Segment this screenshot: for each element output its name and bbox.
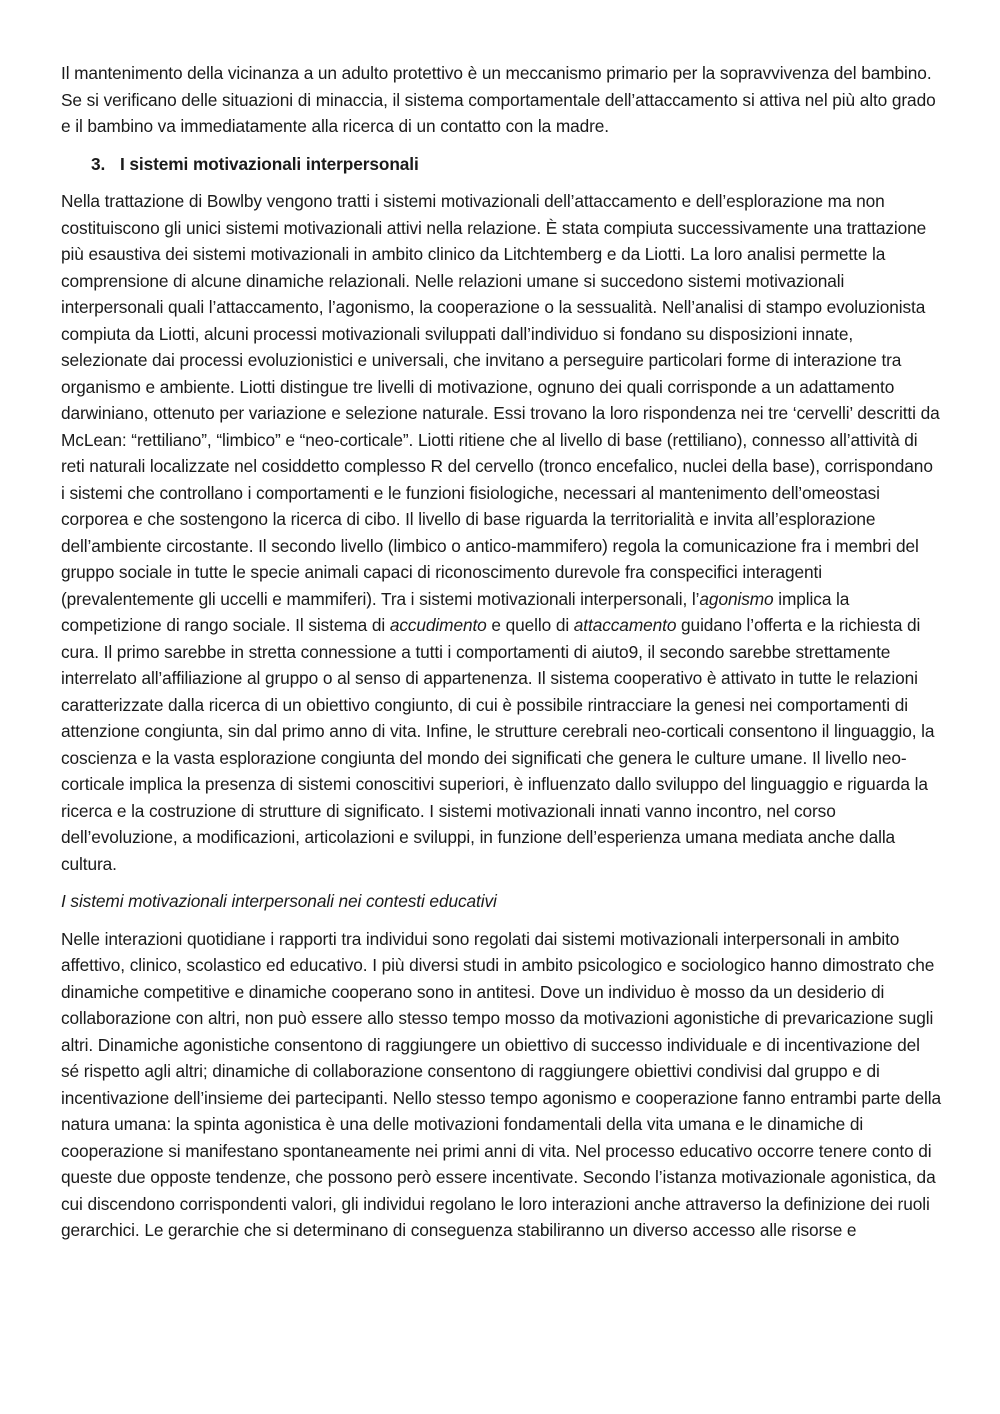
section-heading bbox=[61, 151, 941, 178]
paragraph-motivational-systems bbox=[61, 188, 941, 877]
paragraph-educational-contexts: Nelle interazioni quotidiane i rapporti tra individui sono regolati dai sistemi motivazionali interpersonali in ambito affettivo, clinico, scolastico ed educativo. I più diversi studi in ambito psicologico e sociologico hanno dimostrato che dinamiche competitive e dinamiche cooperano sono in antitesi. Dove un individuo è mosso da un desiderio di collaborazione con altri, non può essere allo stesso tempo mosso da motivazioni agonistiche di prevaricazione sugli altri. Dinamiche agonistiche consentono di raggiungere un obiettivo di successo individuale e di incentivazione del sé rispetto agli altri; dinamiche di collaborazione consentono di raggiungere obiettivi condivisi dal gruppo e di incentivazione dell’insieme dei partecipanti. Nello stesso tempo agonismo e cooperazione fanno entrambi parte della natura umana: la spinta agonistica è una delle motivazioni fondamentali della vita umana e le dinamiche di cooperazione si manifestano spontaneamente nei primi anni di vita. Nel processo educativo occorre tenere conto di queste due opposte tendenze, che possono però essere incentivate. Secondo l’istanza motivazionale agonistica, da cui discendono corrispondenti valori, gli individui regolano le loro interazioni anche attraverso la definizione dei ruoli gerarchici. Le gerarchie che si determinano di conseguenza stabiliranno un diverso accesso alle risorse e bbox=[61, 928, 941, 1240]
emphasis-attaccamento: attaccamento bbox=[573, 615, 677, 635]
paragraph-text: e quello di bbox=[486, 615, 574, 635]
paragraph-text: guidano l’offerta e la richiesta di cura. Il primo sarebbe in stretta connessione a tutti i comportamenti di aiuto9, il secondo sarebbe strettamente interrelato all’affiliazione al gruppo o al senso di appartenenza. Il sistema cooperativo è attivato in tutte le relazioni caratterizzate dalla ricerca di un obiettivo congiunto, di cui è possibile rintracciare la genesi nei comportamenti di attenzione congiunta, sin dal primo anno di vita. Infine, le strutture cerebrali neo-corticali consentono il linguaggio, la coscienza e la vasta esplorazione congiunta del mondo dei significati che genera le culture umane. Il livello neo-corticale implica la presenza di sistemi conoscitivi superiori, è influenzato dallo sviluppo del linguaggio e riguarda la ricerca e la costruzione di strutture di significato. I sistemi motivazionali innati vanno incontro, nel corso dell’evoluzione, a modificazioni, articolazioni e sviluppi, in funzione dell’esperienza umana mediata anche dalla cultura. bbox=[61, 615, 935, 874]
emphasis-accudimento: accudimento bbox=[389, 615, 487, 635]
emphasis-agonismo: agonismo bbox=[699, 588, 774, 609]
subsection-heading: I sistemi motivazionali interpersonali nei contesti educativi bbox=[61, 891, 497, 911]
paragraph-text: Nella trattazione di Bowlby vengono tratti i sistemi motivazionali dell’attaccamento e dell’esplorazione ma non costituiscono gli unici sistemi motivazionali attivi nella relazione. È stata compiuta successivamente una trattazione più esaustiva dei sistemi motivazionali in ambito clinico da Litchtemberg e da Liotti. La loro analisi permette la comprensione di alcune dinamiche relazionali. Nelle relazioni umane si succedono sistemi motivazionali interpersonali quali l’attaccamento, l’agonismo, la cooperazione o la sessualità. Nell’analisi di stampo evoluzionista compiuta da Liotti, alcuni processi motivazionali sviluppati dall’individuo si fondano su disposizioni innate, selezionate dai processi evoluzionistici e universali, che invitano a perseguire particolari forme di interazione tra organismo e ambiente. Liotti distingue tre livelli di motivazione, ognuno dei quali corrisponde a un adattamento darwiniano, ottenuto per variazione e selezione naturale. Essi trovano la loro rispondenza nei tre ‘cervelli’ descritti da McLean: “rettiliano”, “limbico” e “neo-corticale”. Liotti ritiene che al livello di base (rettiliano), connesso all’attività di reti naturali localizzate nel cosiddetto complesso R del cervello (tronco encefalico, nuclei della base), corrispondano i sistemi che controllano i comportamenti e le funzioni fisiologiche, necessari al mantenimento dell’omeostasi corporea e che sostengono la ricerca di cibo. Il livello di base riguarda la territorialità e invita all’esplorazione dell’ambiente circostante. Il secondo livello (limbico o antico-mammifero) regola la comunicazione fra i membri del gruppo sociale in tutte le specie animali capaci di riconoscimento durevole fra conspecifici interagenti (prevalentemente gli uccelli e mammiferi). Tra i sistemi motivazionali interpersonali, l’ bbox=[61, 191, 940, 609]
paragraph-text: implica la competizione di rango sociale. Il sistema di bbox=[61, 588, 850, 635]
paragraph-intro: Il mantenimento della vicinanza a un adulto protettivo è un meccanismo primario per la sopravvivenza del bambino. Se si verificano delle situazioni di minaccia, il sistema comportamentale dell’attaccamento si attiva nel più alto grado e il bambino va immediatamente alla ricerca di un contatto con la madre. bbox=[61, 63, 936, 136]
document-page bbox=[61, 60, 941, 1255]
section-number: 3. bbox=[91, 153, 106, 174]
section-title: I sistemi motivazionali interpersonali bbox=[120, 153, 419, 174]
